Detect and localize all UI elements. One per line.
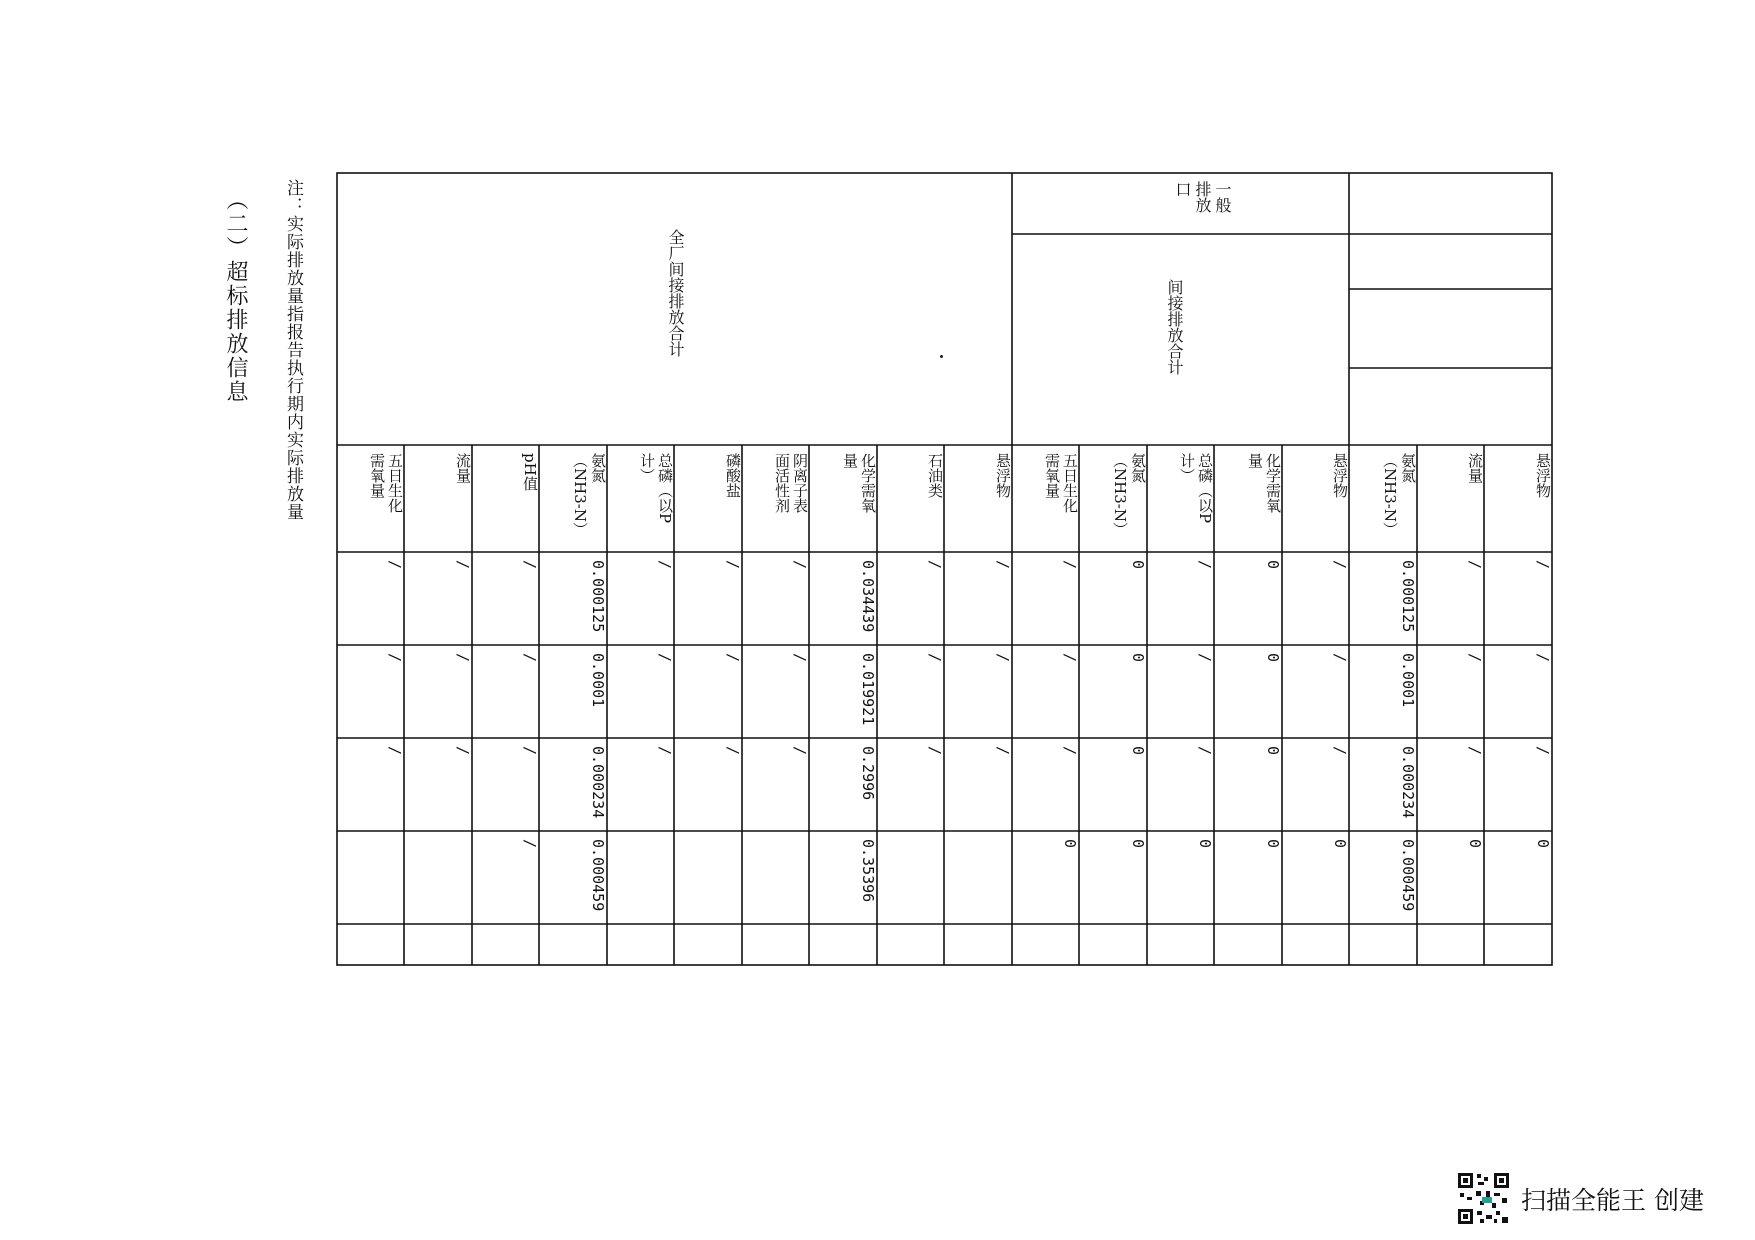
table-cell: 0 — [1129, 653, 1147, 663]
table-cell: 0 — [1129, 746, 1147, 756]
table-column — [944, 173, 1012, 965]
column-header: 氨氮 （NH3-N） — [1381, 453, 1417, 537]
column-header: 氨氮 （NH3-N） — [1111, 453, 1147, 537]
table-cell: / — [454, 653, 472, 663]
table-cell: 0.000234 — [1399, 746, 1417, 819]
section-title: （二）超标排放信息 — [223, 188, 248, 404]
table-cell: 0.000459 — [1399, 839, 1417, 912]
table-cell: 0 — [1264, 653, 1282, 663]
table-column — [539, 173, 607, 965]
table-column — [1484, 173, 1552, 965]
column-header: 总磷（以P 计） — [638, 453, 674, 524]
table-cell: 0.0001 — [589, 653, 607, 708]
table-cell: 0 — [1264, 839, 1282, 849]
table-cell: / — [1061, 746, 1079, 756]
table-cell: 0 — [1196, 839, 1214, 849]
table-cell: 0 — [1534, 839, 1552, 849]
emissions-table — [337, 173, 1552, 965]
table-cell: / — [454, 560, 472, 570]
column-header: 化学需氧 量 — [841, 453, 877, 513]
table-column — [1349, 173, 1417, 965]
table-cell: 0.000234 — [589, 746, 607, 819]
table-cell: / — [926, 560, 944, 570]
table-cell: / — [521, 746, 539, 756]
footnote: 注：实际排放量指报告执行期内实际排放量 — [283, 179, 303, 521]
table-cell: / — [1534, 653, 1552, 663]
table-cell: 0.000125 — [1399, 560, 1417, 633]
table-column — [1012, 173, 1079, 965]
column-header: 石油类 — [926, 453, 944, 498]
table-cell: / — [994, 560, 1012, 570]
table-column — [472, 173, 539, 965]
table-cell: 0.019921 — [859, 653, 877, 726]
qr-code-icon — [1456, 1171, 1511, 1226]
column-header: pH值 — [521, 453, 539, 491]
table-column — [1147, 173, 1214, 965]
table-cell: / — [724, 653, 742, 663]
table-cell: / — [1466, 560, 1484, 570]
table-cell: / — [1466, 653, 1484, 663]
table-cell: / — [724, 746, 742, 756]
table-cell: / — [1061, 560, 1079, 570]
table-cell: / — [1466, 746, 1484, 756]
table-cell: / — [1331, 653, 1349, 663]
table-cell: / — [994, 653, 1012, 663]
table-column — [337, 173, 404, 965]
table-cell: / — [791, 653, 809, 663]
table-cell: / — [926, 746, 944, 756]
table-cell: / — [791, 746, 809, 756]
plant-indirect-total-label: 全厂间接排放合计 — [666, 229, 685, 357]
table-cell: 0 — [1264, 560, 1282, 570]
general-outlet-label: 一般 排放 口 — [1173, 181, 1232, 213]
table-cell: 0 — [1466, 839, 1484, 849]
table-cell: 0.0001 — [1399, 653, 1417, 708]
table-cell: / — [656, 560, 674, 570]
table-cell: / — [386, 746, 404, 756]
column-header: 悬浮物 — [994, 453, 1012, 498]
table-column — [1079, 173, 1147, 965]
table-cell: 0 — [1264, 746, 1282, 756]
table-cell: 0 — [1061, 839, 1079, 849]
table-cell: / — [1196, 746, 1214, 756]
table-column — [1214, 173, 1282, 965]
table-cell: / — [521, 653, 539, 663]
table-cell: 0.2996 — [859, 746, 877, 801]
table-cell: / — [386, 560, 404, 570]
table-column — [742, 173, 809, 965]
column-header: 阴离子表 面活性剂 — [773, 453, 809, 513]
table-cell: / — [1331, 560, 1349, 570]
column-header: 流量 — [1466, 453, 1484, 483]
column-header: 悬浮物 — [1534, 453, 1552, 498]
table-cell: / — [454, 746, 472, 756]
table-cell: / — [521, 839, 539, 849]
table-cell: / — [386, 653, 404, 663]
table-column — [809, 173, 877, 965]
column-header: 五日生化 需氧量 — [368, 453, 404, 513]
table-cell: / — [1196, 560, 1214, 570]
table-column — [404, 173, 472, 965]
table-cell: 0 — [1129, 839, 1147, 849]
table-cell: / — [521, 560, 539, 570]
column-header: 氨氮 （NH3-N） — [571, 453, 607, 537]
table-cell: 0 — [1331, 839, 1349, 849]
table-cell: 0 — [1129, 560, 1147, 570]
table-column — [877, 173, 944, 965]
table-cell: / — [994, 746, 1012, 756]
column-header: 悬浮物 — [1331, 453, 1349, 498]
table-cell: / — [1196, 653, 1214, 663]
table-column — [1282, 173, 1349, 965]
table-column — [607, 173, 674, 965]
column-header: 总磷（以P 计） — [1178, 453, 1214, 524]
column-header: 化学需氧 量 — [1246, 453, 1282, 513]
column-header: 磷酸盐 — [724, 453, 742, 498]
scanner-watermark — [1456, 1171, 1704, 1226]
table-cell: / — [926, 653, 944, 663]
table-cell: / — [1534, 560, 1552, 570]
table-cell: / — [791, 560, 809, 570]
table-cell: 0.000459 — [589, 839, 607, 912]
table-cell: / — [1534, 746, 1552, 756]
table-column — [1417, 173, 1484, 965]
table-cell: / — [1331, 746, 1349, 756]
table-cell: / — [656, 746, 674, 756]
table-cell: / — [724, 560, 742, 570]
table-cell: 0.034439 — [859, 560, 877, 633]
table-column — [674, 173, 742, 965]
table-cell: 0.35396 — [859, 839, 877, 903]
watermark-text: 扫描全能王 创建 — [1521, 1185, 1704, 1215]
table-cell: / — [1061, 653, 1079, 663]
table-cell: / — [656, 653, 674, 663]
indirect-total-label: 间接排放合计 — [1165, 279, 1184, 375]
column-header: 五日生化 需氧量 — [1043, 453, 1079, 513]
table-cell: 0.000125 — [589, 560, 607, 633]
column-header: 流量 — [454, 453, 472, 483]
